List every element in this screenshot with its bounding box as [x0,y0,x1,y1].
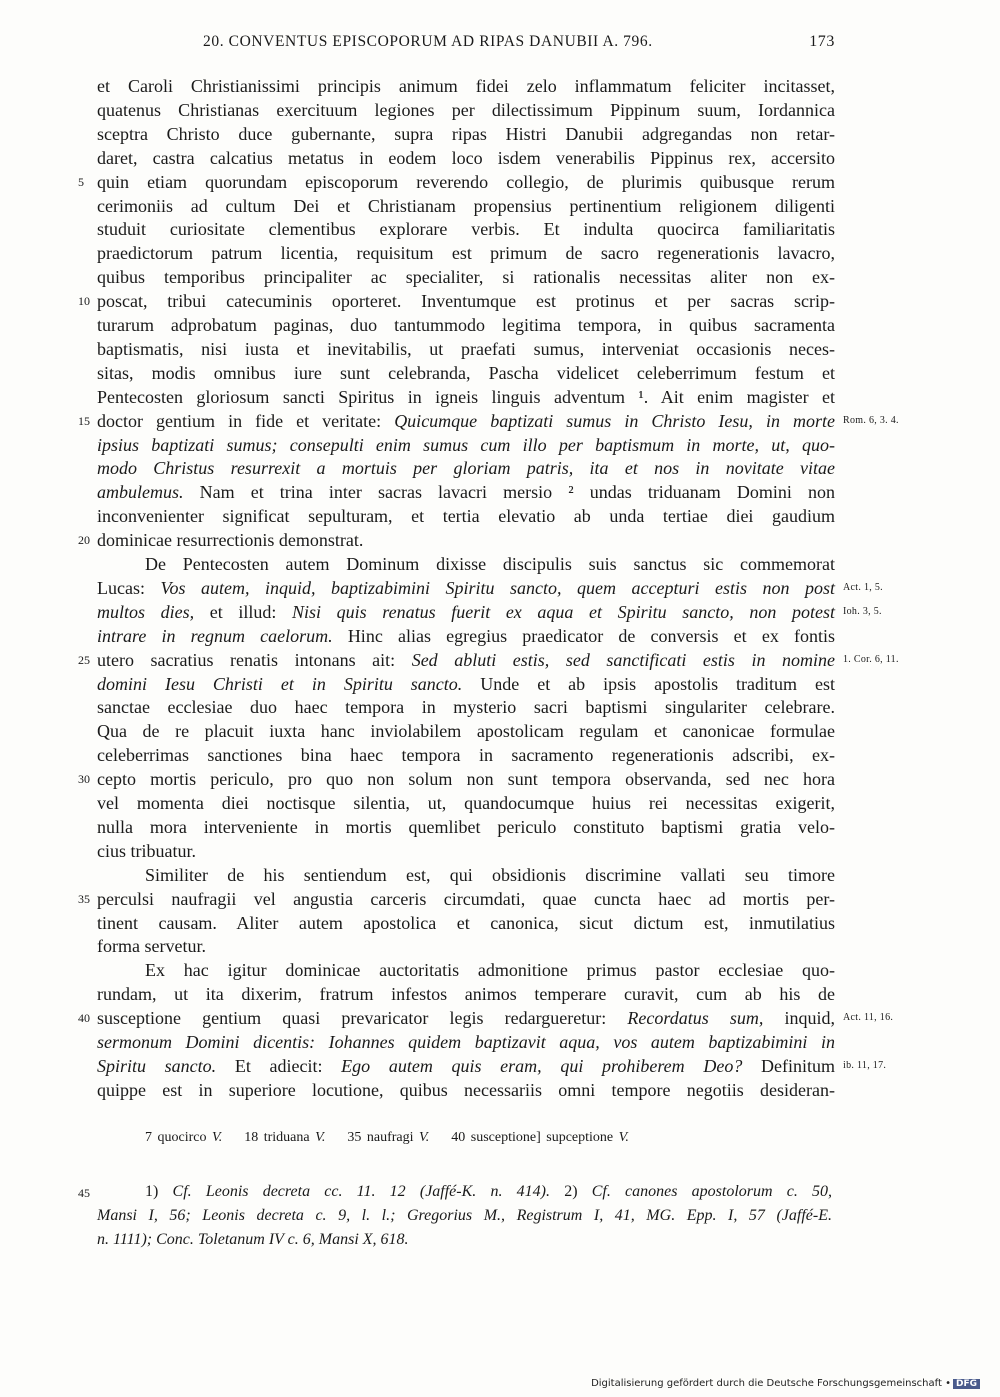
line-number: 15 [78,413,90,428]
text-line [97,1054,835,1078]
text-line [97,839,835,863]
roman-text: daret, castra calcatius metatus in eodem loco isdem venerabilis Pippinus rex, accersito [97,147,835,168]
roman-text: sanctae ecclesiae duo haec tempora in mysterio sacri baptismi singulariter celebrare. [97,697,835,718]
footnote-text: Mansi I, 56; Leonis decreta c. 9, l. l.; Gregorius M., Registrum I, 41, MG. Epp. I, 57 (Jaffé-E. [97,1207,832,1224]
roman-text: quibus temporibus principaliter ac specialiter, si rationalis necessitas aliter non ex- [97,267,835,288]
text-line [97,719,835,743]
footnote-line-number: 45 [78,1186,90,1200]
dfg-logo: DFG [953,1379,980,1389]
roman-text: praedictorum patrum licentia, requisitum est primum de sacro regenerationis lavacro, [97,243,835,264]
roman-text: susceptione gentium quasi prevaricator legis redargueretur: [97,1008,607,1029]
line-number: 35 [78,891,90,906]
text-line [97,1030,835,1054]
roman-text: dominicae resurrectionis demonstrat. [97,530,364,551]
roman-text: Lucas: [97,577,145,598]
variant-reading [244,1130,325,1145]
manuscript-siglum: V. [211,1130,223,1145]
running-title: 20. CONVENTUS EPISCOPORUM AD RIPAS DANUBII A. 796. [203,33,653,50]
footnote-line [97,1204,832,1228]
text-line [97,146,835,170]
text-line [97,289,835,313]
quotation-text: domini Iesu Christi et in Spiritu sancto. [97,673,463,694]
margin-citation: Act. 11, 16. [843,1012,894,1024]
footnote-marker: 2) [550,1183,592,1200]
roman-text: et Caroli Christianissimi principis animum fidei zelo inflammatum feliciter incitasset, [97,76,835,96]
margin-citation: Act. 1, 5. [843,581,883,593]
roman-text: doctor gentium in fide et veritate: [97,410,382,431]
quotation-text: Vos autem, inquid, baptizabimini Spiritu sancto, quem accepturi estis non post [160,577,836,598]
text-line [97,982,835,1006]
quotation-text: ambulemus. [97,482,184,503]
text-line [97,361,835,385]
variant-text: 18 triduana [244,1130,316,1145]
manuscript-siglum: V. [315,1130,326,1145]
roman-text: inquid, [784,1008,836,1029]
text-line [97,934,835,958]
footnote-line [97,1180,832,1204]
margin-citation: ib. 11, 17. [843,1059,887,1071]
roman-text: perculsi naufragii vel angustia carceris circumdati, quae cuncta haec ad mortis per- [97,888,835,909]
footnote-text: Cf. Leonis decreta cc. 11. 12 (Jaffé-K. n. 414). [172,1183,550,1200]
roman-text: sceptra Christo duce gubernante, supra ripas Histri Danubii adgregandas non retar- [97,123,835,144]
roman-text: tinent causam. Aliter autem apostolica et canonica, sicut dictum est, inmutilatius [97,912,835,933]
text-line [97,767,835,791]
roman-text: Et adiecit: [234,1055,323,1076]
text-line [97,576,835,600]
roman-text: Similiter de his sentiendum est, qui obsidionis discrimine vallati seu timore [145,864,835,885]
line-number: 5 [78,174,84,189]
text-line [97,600,835,624]
roman-text: rundam, ut ita dixerim, fratrum infestos animos temperare curavit, cum ab his de [97,984,835,1005]
text-line [97,122,835,146]
roman-text: cepto mortis periculo, pro quo non solum non sunt tempora observanda, sed nec hora [97,769,835,790]
text-line [97,385,835,409]
text-line [97,337,835,361]
text-line [97,217,835,241]
roman-text: Qua de re placuit iuxta hanc inviolabilem apostolicam regulam et canonicae formulae [97,721,835,742]
variant-reading [347,1130,429,1145]
quotation-text: Sed abluti estis, sed sanctificati estis in nomine [411,649,836,670]
text-line [97,863,835,887]
roman-text: Definitum [761,1055,835,1076]
quotation-text: intrare in regnum caelorum. [97,625,333,646]
roman-text: et illud: [209,601,277,622]
roman-text: utero sacratius renatis intonans ait: [97,649,396,670]
text-line [97,1078,835,1102]
credit-text: Digitalisierung gefördert durch die Deutsche Forschungsgemeinschaft • [591,1378,951,1389]
text-line [97,528,835,552]
roman-text: poscat, tribui catecuminis oporteret. Inventumque est protinus et per sacras scrip- [97,291,835,312]
text-line [97,504,835,528]
text-line [97,1006,835,1030]
quotation-text: Spiritu sancto. [97,1055,217,1076]
roman-text: cerimoniis ad cultum Dei et Christianam propensius pertinentium religionem diligenti [97,195,835,216]
roman-text: quippe est in superiore locutione, quibus necessariis omni tempore negotiis desideran- [97,1079,835,1100]
roman-text: Ex hac igitur dominicae auctoritatis admonitione primus pastor ecclesiae quo- [145,960,835,981]
roman-text: Unde et ab ipsis apostolis traditum est [480,673,835,694]
text-line [97,624,835,648]
text-line [97,648,835,672]
quotation-text: Quicumque baptizati sumus in Christo Iesu, in morte [394,410,835,431]
text-line [97,480,835,504]
quotation-text: Nisi quis renatus fuerit ex aqua et Spiritu sancto, non potest [292,601,835,622]
line-number: 30 [78,772,90,787]
text-line [97,241,835,265]
margin-citation: Rom. 6, 3. 4. [843,414,899,426]
roman-text: De Pentecosten autem Dominum dixisse discipulis suis sanctus sic commemorat [145,554,835,574]
running-header [97,33,835,57]
roman-text: quatenus Christianas exercituum legiones per dilectissimum Pippinum suum, Iordannica [97,99,835,120]
quotation-text: multos dies, [97,601,195,622]
text-line [97,672,835,696]
roman-text: baptismatis, nisi iusta et inevitabilis, ut praefati sumus, interveniat occasionis neces- [97,338,835,359]
text-line [97,743,835,767]
roman-text: Hinc alias egregius praedicator de conversis et ex fontis [347,625,835,646]
quotation-text: ipsius baptizati sumus; consepulti enim sumus cum illo per baptismum in morte, ut, quo- [97,434,835,455]
variant-reading [145,1130,222,1145]
digitization-credit [591,1378,980,1389]
text-line [97,552,835,576]
text-line [97,456,835,480]
margin-citation: 1. Cor. 6, 11. [843,653,899,665]
footnote-text: n. 1111); Conc. Toletanum IV c. 6, Mansi X, 618. [97,1231,409,1248]
roman-text: forma servetur. [97,936,206,957]
variant-text: 7 quocirco [145,1130,212,1145]
roman-text: vel momenta diei noctisque silentia, ut, quandocumque huius rei necessitas exigerit, [97,793,835,813]
roman-text: studuit curiositate clementibus explorare verbis. Et indulta quocirca familiaritatis [97,219,835,240]
footnote-marker: 1) [145,1183,173,1200]
variant-reading [451,1130,629,1145]
quotation-text: Recordatus sum, [627,1008,764,1029]
variant-readings [145,1130,651,1146]
quotation-text: modo Christus resurrexit a mortuis per gloriam patris, ita et nos in novitate vitae [97,458,835,479]
text-line [97,887,835,911]
text-line [97,409,835,433]
variant-text: 40 susceptione] supceptione [451,1130,619,1145]
text-line [97,695,835,719]
text-line [97,170,835,194]
text-line [97,791,835,815]
line-number: 10 [78,294,90,309]
roman-text: cius tribuatur. [97,840,196,861]
text-line [97,265,835,289]
roman-text: Nam et trina inter sacras lavacri mersio ² undas triduanam Domini non [199,482,835,503]
text-line [97,98,835,122]
roman-text: nulla mora interveniente in mortis quemlibet periculo constituto baptismi gratia velo- [97,816,835,837]
quotation-text: sermonum Domini dicentis: Iohannes quidem baptizavit aqua, vos autem baptizabimini in [97,1032,835,1052]
manuscript-siglum: V. [419,1130,430,1145]
roman-text: quin etiam quorundam episcoporum reverendo collegio, de plurimis quibusque rerum [97,171,835,192]
page-number: 173 [809,33,835,50]
text-line [97,911,835,935]
footnote-text: Cf. canones apostolorum c. 50, [591,1183,833,1200]
roman-text: inconvenienter significat sepulturam, et tertia elevatio ab unda tertiae diei gaudium [97,506,835,527]
roman-text: sitas, modis omnibus iure sunt celebranda, Pascha videlicet celeberrimum festum et [97,362,835,383]
line-number: 20 [78,533,90,548]
text-line [97,194,835,218]
text-line [97,313,835,337]
variant-text: 35 naufragi [347,1130,420,1145]
quotation-text: Ego autem quis eram, qui prohiberem Deo? [341,1055,743,1076]
roman-text: celeberrimas sanctiones bina haec tempora in sacramento regenerationis adscribi, ex- [97,745,835,766]
text-line [97,815,835,839]
roman-text: turarum adprobatum paginas, duo tantummodo legitima tempora, in quibus sacramenta [97,315,835,335]
footnote-line [97,1228,832,1252]
roman-text: Pentecosten gloriosum sancti Spiritus in igneis linguis adventum ¹. Ait enim magister et [97,386,835,407]
manuscript-siglum: V. [618,1130,629,1145]
text-line [97,433,835,457]
line-number: 40 [78,1011,90,1026]
text-line [97,74,835,98]
text-line [97,958,835,982]
margin-citation: Ioh. 3, 5. [843,605,882,617]
line-number: 25 [78,652,90,667]
